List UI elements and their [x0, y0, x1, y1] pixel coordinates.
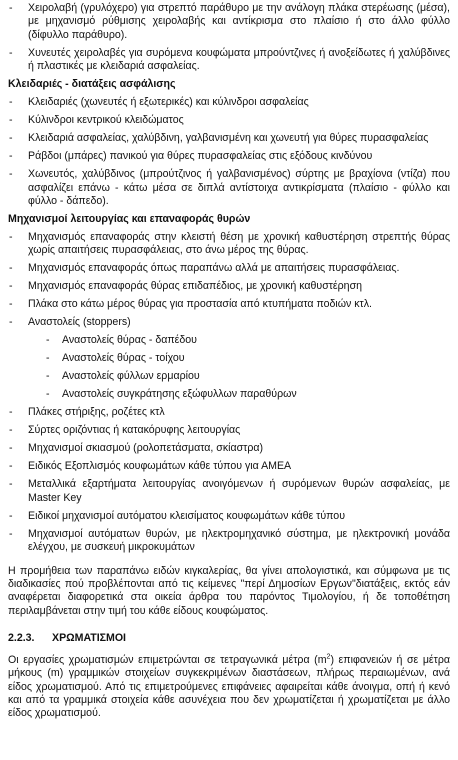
list-item [0, 424, 458, 437]
bullet-dash: - [46, 370, 50, 383]
list-item [0, 96, 458, 109]
list-item [0, 406, 458, 419]
list-item-text: Μηχανισμοί σκιασμού (ρολοπετάσματα, σκίαστρα) [28, 442, 264, 455]
list-item-text: Πλάκα στο κάτω μέρος θύρας για προστασία από κτυπήματα ποδιών κτλ. [28, 298, 372, 311]
list-item-text: Κλειδαριά ασφαλείας, χαλύβδινη, γαλβανισμένη και χωνευτή για θύρες πυρασφαλείας [28, 132, 429, 145]
procurement-paragraph: Η προμήθεια των παραπάνω ειδών κιγκαλερίας, θα γίνει απολογιστικά, και σύμφωνα με τις διαδικασίες πού προβλέπονται από τις κείμενες "περί Δημοσίων Εργων"διατάξεις, εκτός εάν αναφέρεται διαφορετικά στα οικεία άρθρα του παρόντος Τιμολογίου, ή δε τοποθέτηση περιλαμβάνεται στην τιμή του κάθε είδους κουφώματος. [8, 564, 450, 617]
list-item [0, 316, 458, 329]
bullet-dash: - [9, 168, 13, 181]
list-item [0, 132, 458, 145]
list-item-text: Μηχανισμοί αυτόματων θυρών, με ηλεκτρομηχανικό σύστημα, με ηλεκτρονική μονάδα ελέγχου, με συσκευή μικροκυμάτων [28, 527, 450, 554]
sub-list-item-text: Αναστολείς θύρας - τοίχου [62, 352, 185, 365]
painting-text-part1: Οι εργασίες χρωματισμών επιμετρώνται σε τετραγωνικά μέτρα (m [8, 653, 327, 666]
list-item [0, 298, 458, 311]
list-item-text: Χωνευτός, χαλύβδινος (μπρούτζινος ή γαλβανισμένος) σύρτης με βραχίονα (ντίζα) που ασφαλίζει επάνω - κάτω μέσα σε διπλά αντίστοιχα αντικρίσματα (πλαίσιο - φύλλο και φύλλο - δάπεδο). [28, 168, 450, 208]
list-item-text: Κλειδαριές (χωνευτές ή εξωτερικές) και κύλινδροι ασφαλείας [28, 96, 309, 109]
bullet-dash: - [9, 96, 13, 109]
bullet-dash: - [9, 424, 13, 437]
list-item-text: Χυνευτές χειρολαβές για συρόμενα κουφώματα μπρούντζινες ή ανοξείδωτες ή χαλύβδινες ή πλαστικές με κλειδαριά ασφαλείας. [28, 46, 450, 73]
bullet-dash: - [9, 114, 13, 127]
superscript: 2 [326, 653, 331, 661]
list-item [0, 114, 458, 127]
section-heading [0, 632, 458, 645]
list-item-text: Μεταλλικά εξαρτήματα λειτουργίας ανοιγόμενων ή συρόμενων θυρών ασφαλείας, με Master Key [28, 478, 450, 504]
locks-heading: Κλειδαριές - διατάξεις ασφάλισης [8, 78, 176, 91]
painting-text-part2: ) επιφανειών ή σε μέτρα μήκους (m) γραμμικών στοιχείων συγκεκριμένων διαστάσεων, πλήρως περαιωμένων, ανά είδος χρωματισμού. Από τις επιμετρούμενες επιφάνειες αφαιρείται κάθε άνοιγμα, οπή ή κενό και από τα γραμμικά στοιχεία κάθε ασυνέχεια που δεν χρωματίζεται ή χρωματίζεται με άλλο είδος χρωματισμού. [8, 653, 450, 720]
list-item [0, 150, 458, 163]
list-item-text: Αναστολείς (stoppers) [28, 316, 131, 329]
list-item [0, 460, 458, 473]
bullet-dash: - [9, 262, 13, 275]
list-item [0, 168, 458, 208]
bullet-dash: - [9, 460, 13, 473]
mechanisms-heading: Μηχανισμοί λειτουργίας και επαναφοράς θυρών [8, 213, 251, 226]
list-item [0, 262, 458, 275]
list-item [0, 478, 458, 505]
bullet-dash: - [9, 298, 13, 311]
bullet-dash: - [9, 2, 13, 14]
list-item [0, 528, 458, 555]
sub-list-item [0, 388, 458, 401]
sub-list-item [0, 334, 458, 347]
list-item-text: Μηχανισμός επαναφοράς θύρας επιδαπέδιος, με χρονική καθυστέρηση [28, 280, 362, 293]
bullet-dash: - [46, 388, 50, 401]
sub-list-item-text: Αναστολείς συγκράτησης εξώφυλλων παραθύρων [62, 388, 297, 401]
list-item-text: Σύρτες οριζόντιας ή κατακόρυφης λειτουργίας [28, 424, 241, 437]
list-item-text: Ειδικοί μηχανισμοί αυτόματου κλεισίματος κουφωμάτων κάθε τύπου [28, 509, 345, 522]
list-item-text: Μηχανισμός επαναφοράς στην κλειστή θέση με χρονική καθυστέρηση στρεπτής θύρας χωρίς απαιτήσεις πυρασφάλειας, στο άνω μέρος της θύρας. [28, 231, 450, 257]
bullet-dash: - [9, 231, 13, 244]
bullet-dash: - [9, 46, 13, 59]
bullet-dash: - [9, 150, 13, 163]
bullet-dash: - [9, 478, 13, 491]
bullet-dash: - [9, 316, 13, 329]
bullet-dash: - [46, 334, 50, 347]
list-item-text: Χειρολαβή (γρυλόχερο) για στρεπτό παράθυρο με την ανάλογη πλάκα στερέωσης (μέσα), με μηχανισμό ρύθμισης χειρολαβής και αντίκρισμα στο πλαίσιο ή στο άλλο φύλλο (δίφυλλο παράθυρο). [28, 2, 450, 41]
list-item-text: Ράβδοι (μπάρες) πανικού για θύρες πυρασφαλείας στις εξόδους κινδύνου [28, 150, 373, 163]
bullet-dash: - [9, 509, 13, 522]
list-item-text: Πλάκες στήριξης, ροζέτες κτλ [28, 406, 165, 419]
bullet-dash: - [9, 132, 13, 145]
sub-list-item-text: Αναστολείς φύλλων ερμαρίου [62, 370, 200, 383]
sub-list-item [0, 352, 458, 365]
section-title: ΧΡΩΜΑΤΙΣΜΟΙ [52, 632, 127, 645]
list-item-text: Κύλινδροι κεντρικού κλειδώματος [28, 114, 184, 127]
bullet-dash: - [9, 406, 13, 419]
bullet-dash: - [9, 527, 13, 540]
sub-list-item-text: Αναστολείς θύρας - δαπέδου [62, 334, 197, 347]
bullet-dash: - [9, 280, 13, 293]
list-item-text: Μηχανισμός επαναφοράς όπως παραπάνω αλλά με απαιτήσεις πυρασφάλειας. [28, 262, 400, 275]
sub-list-item [0, 370, 458, 383]
list-item [0, 442, 458, 455]
bullet-dash: - [46, 352, 50, 365]
list-item-text: Ειδικός Εξοπλισμός κουφωμάτων κάθε τύπου για ΑΜΕΑ [28, 460, 292, 473]
list-item [0, 510, 458, 523]
list-item [0, 280, 458, 293]
section-number: 2.2.3. [8, 632, 35, 645]
painting-paragraph [0, 654, 458, 721]
bullet-dash: - [9, 442, 13, 455]
list-item [0, 2, 458, 42]
list-item [0, 47, 458, 74]
list-item [0, 231, 458, 258]
